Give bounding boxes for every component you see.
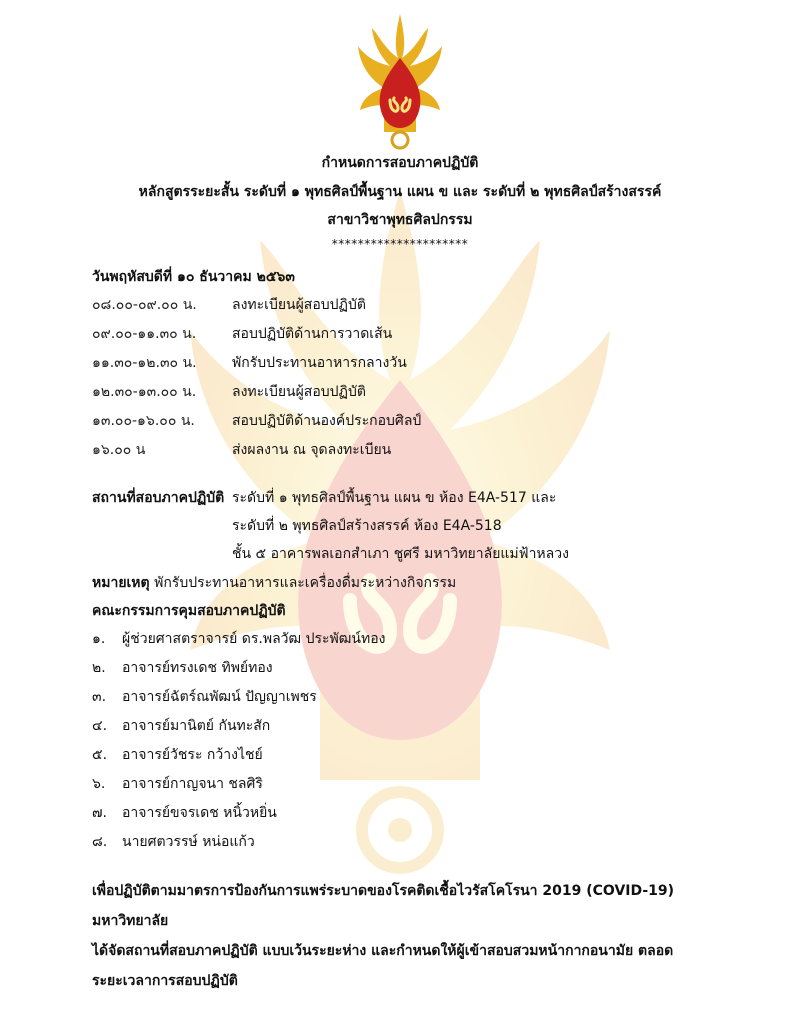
- schedule-time: ๑๖.๐๐ น: [92, 442, 146, 458]
- member-number: ๔.: [92, 718, 108, 734]
- member-name: ผู้ช่วยศาสตราจารย์ ดร.พลวัฒ ประพัฒน์ทอง: [122, 631, 386, 647]
- member-number: ๑.: [92, 631, 106, 647]
- member-name: อาจารย์ทรงเดช ทิพย์ทอง: [122, 660, 273, 676]
- schedule-time: ๐๘.๐๐-๐๙.๐๐ น.: [92, 297, 197, 313]
- exam-date-heading: วันพฤหัสบดีที่ ๑๐ ธันวาคม ๒๕๖๓: [92, 269, 295, 285]
- separator-line: *********************: [331, 237, 469, 251]
- member-number: ๘.: [92, 834, 108, 850]
- covid-notice: [92, 876, 732, 996]
- covid-notice-line: ได้จัดสถานที่สอบภาคปฏิบัติ แบบเว้นระยะห่าง และกำหนดให้ผู้เข้าสอบสวมหน้ากากอนามัย ตลอด: [92, 943, 674, 959]
- schedule-activity: ลงทะเบียนผู้สอบปฏิบัติ: [232, 297, 366, 313]
- remark-label: หมายเหตุ: [92, 575, 150, 591]
- schedule-activity: สอบปฏิบัติด้านองค์ประกอบศิลป์: [232, 413, 422, 429]
- committee-heading: คณะกรรมการคุมสอบภาคปฏิบัติ: [92, 603, 286, 619]
- member-number: ๕.: [92, 747, 108, 763]
- document-subtitle: หลักสูตรระยะสั้น ระดับที่ ๑ พุทธศิลป์พื้นฐาน แผน ข และ ระดับที่ ๒ พุทธศิลป์สร้างสรรค์: [138, 184, 662, 200]
- schedule-activity: พักรับประทานอาหารกลางวัน: [232, 355, 407, 371]
- member-name: อาจารย์ขจรเดช หนิ้วหยิ่น: [122, 805, 277, 821]
- member-number: ๓.: [92, 689, 107, 705]
- member-name: อาจารย์มานิตย์ กันทะสัก: [122, 718, 271, 734]
- remark-text: พักรับประทานอาหารและเครื่องดื่มระหว่างกิจกรรม: [149, 575, 457, 591]
- venue-label: สถานที่สอบภาคปฏิบัติ: [92, 490, 225, 506]
- member-number: ๒.: [92, 660, 106, 676]
- schedule-time: ๑๒.๓๐-๑๓.๐๐ น.: [92, 384, 197, 400]
- member-number: ๖.: [92, 776, 106, 792]
- schedule-time: ๑๑.๓๐-๑๒.๓๐ น.: [92, 355, 197, 371]
- remark: [92, 572, 456, 594]
- venue-line: ระดับที่ ๑ พุทธศิลป์พื้นฐาน แผน ข ห้อง E4A-517 และ: [232, 490, 557, 506]
- venue-line: ชั้น ๕ อาคารพลเอกสำเภา ชูศรี มหาวิทยาลัยแม่ฟ้าหลวง: [232, 546, 569, 562]
- university-emblem-icon: [358, 12, 442, 150]
- member-name: อาจารย์ฉัตร์ณพัฒน์ ปัญญาเพชร: [122, 689, 317, 705]
- covid-notice-line: เพื่อปฏิบัติตามมาตรการป้องกันการแพร่ระบาดของโรคติดเชื้อไวรัสโคโรนา 2019 (COVID-19) มหาวิทยาลัย: [92, 883, 675, 929]
- member-name: อาจารย์วัชระ กว้างไชย์: [122, 747, 263, 763]
- covid-notice-line: ระยะเวลาการสอบปฏิบัติ: [92, 973, 238, 989]
- schedule-activity: ลงทะเบียนผู้สอบปฏิบัติ: [232, 384, 366, 400]
- department-name: สาขาวิชาพุทธศิลปกรรม: [327, 212, 473, 228]
- member-number: ๗.: [92, 805, 107, 821]
- schedule-time: ๐๙.๐๐-๑๑.๓๐ น.: [92, 326, 197, 342]
- document-title: กำหนดการสอบภาคปฏิบัติ: [321, 155, 479, 171]
- schedule-activity: ส่งผลงาน ณ จุดลงทะเบียน: [232, 442, 392, 458]
- schedule-time: ๑๓.๐๐-๑๖.๐๐ น.: [92, 413, 195, 429]
- venue-line: ระดับที่ ๒ พุทธศิลป์สร้างสรรค์ ห้อง E4A-518: [232, 518, 502, 534]
- schedule-activity: สอบปฏิบัติด้านการวาดเส้น: [232, 326, 393, 342]
- member-name: อาจารย์กาญจนา ชลศิริ: [122, 776, 263, 792]
- member-name: นายศตวรรษ์ หน่อแก้ว: [122, 834, 255, 850]
